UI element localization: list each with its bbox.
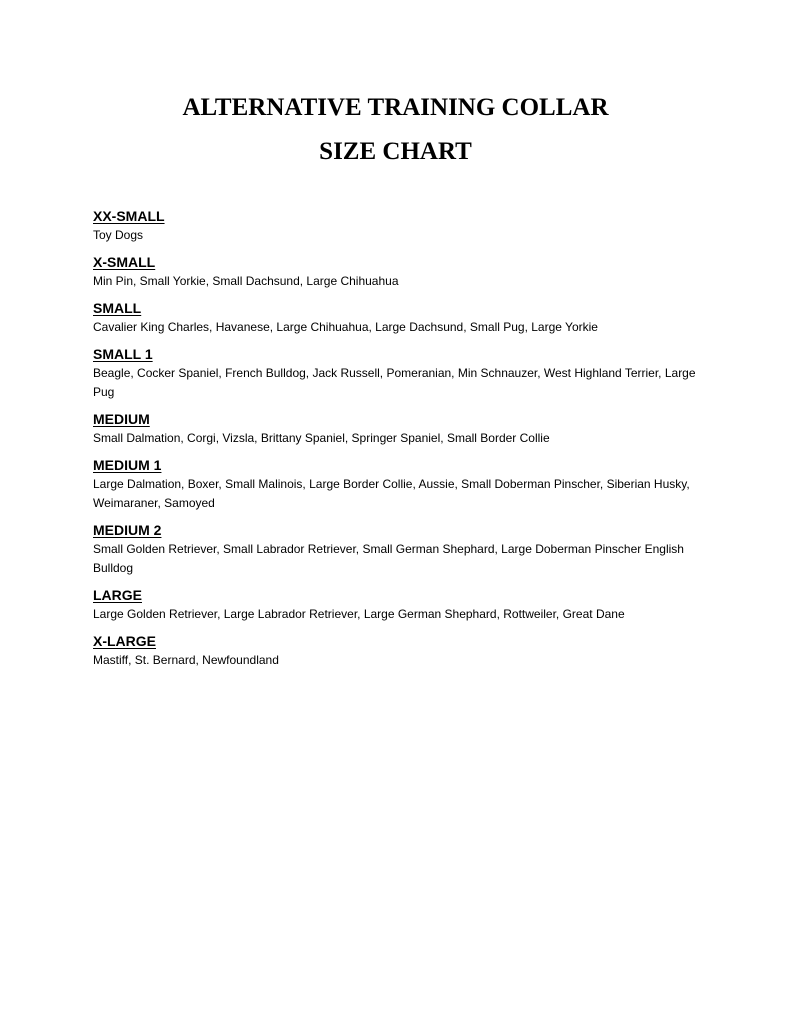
size-name: SMALL [93,300,142,316]
title-line-1: ALTERNATIVE TRAINING COLLAR [182,94,609,121]
size-name: X-SMALL [93,254,156,270]
size-breeds: Small Golden Retriever, Small Labrador Retriever, Small German Shephard, Large Doberman Pinscher English Bulldog [93,542,684,575]
size-section-x-small [93,253,703,291]
size-name: LARGE [93,587,142,603]
size-breeds: Min Pin, Small Yorkie, Small Dachsund, Large Chihuahua [93,274,399,288]
size-breeds: Beagle, Cocker Spaniel, French Bulldog, Jack Russell, Pomeranian, Min Schnauzer, West Highland Terrier, Large Pug [93,366,696,399]
size-section-small-1 [93,345,703,402]
size-name: SMALL 1 [93,346,153,362]
size-name: X-LARGE [93,633,156,649]
size-name: MEDIUM 1 [93,457,162,473]
size-section-large [93,586,703,624]
size-name: XX-SMALL [93,208,165,224]
size-breeds: Mastiff, St. Bernard, Newfoundland [93,653,279,667]
size-breeds: Large Golden Retriever, Large Labrador Retriever, Large German Shephard, Rottweiler, Great Dane [93,607,625,621]
size-section-medium-2 [93,521,703,578]
size-section-medium-1 [93,456,703,513]
title-line-2: SIZE CHART [319,138,472,165]
document-title [0,92,791,168]
size-name: MEDIUM 2 [93,522,162,538]
size-breeds: Toy Dogs [93,228,144,242]
size-section-x-large [93,632,703,670]
size-section-xx-small [93,207,703,245]
size-breeds: Cavalier King Charles, Havanese, Large Chihuahua, Large Dachsund, Small Pug, Large Yorkie [93,320,598,334]
size-name: MEDIUM [93,411,150,427]
size-section-medium [93,410,703,448]
size-list [93,207,703,678]
size-section-small [93,299,703,337]
size-breeds: Small Dalmation, Corgi, Vizsla, Brittany Spaniel, Springer Spaniel, Small Border Collie [93,431,550,445]
size-breeds: Large Dalmation, Boxer, Small Malinois, Large Border Collie, Aussie, Small Doberman Pinscher, Siberian Husky, Weimaraner, Samoyed [93,477,690,510]
